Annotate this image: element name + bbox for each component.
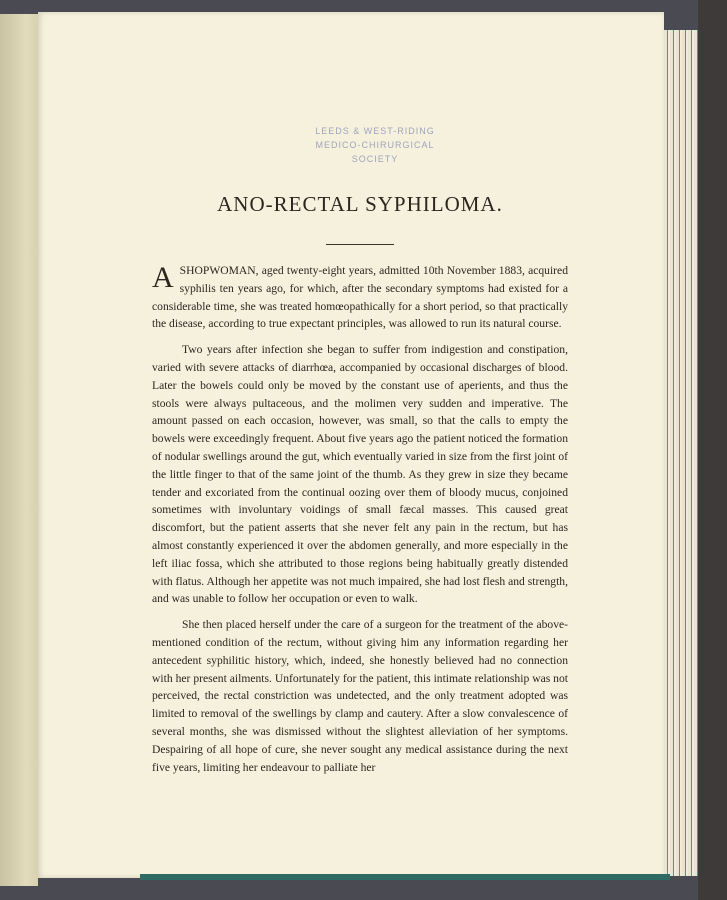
cover-strip xyxy=(140,874,670,880)
title-rule xyxy=(326,244,394,245)
paragraph-3: She then placed herself under the care of a surgeon for the treatment of the above-mentioned condition of the rectum, without giving him any information regarding her antecedent syphilitic history, which, indeed, she honestly believed had no connection with her present ailments. Unfortunately for the patient, this intimate relationship was not perceived, the rectal constriction was undetected, and the only treatment adopted was limited to removal of the swellings by clamp and cautery. After a slow convalescence of several months, she was dismissed without the slightest alleviation of her symptoms. Despairing of all hope of cure, she never sought any medical assistance during the next five years, limiting her endeavour to palliate her xyxy=(152,618,568,774)
paragraph-1 xyxy=(152,262,568,333)
paragraph-text: SHOPWOMAN, aged twenty-eight years, admitted 10th November 1883, acquired syphilis ten years ago, for which, after the secondary symptoms had existed for a considerable time, she was treated homœopathically for a short period, so that practically the disease, according to true expectant principles, was allowed to run its natural course. xyxy=(152,264,568,331)
page-title: ANO-RECTAL SYPHILOMA. xyxy=(217,192,503,216)
stamp-line-2: MEDICO-CHIRURGICAL SOCIETY xyxy=(315,140,435,164)
book-cover xyxy=(698,0,727,900)
body-text xyxy=(152,262,568,784)
paragraph-2: Two years after infection she began to suffer from indigestion and constipation, varied with severe attacks of diarrhœa, accompanied by occasional discharges of blood. Later the bowels could only be moved by the constant use of aperients, and thus the stools were always pultaceous, and the molimen very sudden and imperative. The amount passed on each occasion, however, was small, so that the calls to empty the bowels were exceedingly frequent. About five years ago the patient noticed the formation of nodular swellings around the gut, which eventually varied in size from the first joint of the little finger to that of the same joint of the thumb. As they grew in size they became tender and excoriated from the continual oozing over them of bloody mucus, conjoined sometimes with involuntary voidings of small fæcal masses. This caused great discomfort, but the patient asserts that she never felt any pain in the rectum, but has almost constantly experienced it over the abdomen generally, and more especially in the left iliac fossa, which she attributed to those regions being habitually greatly distended with flatus. Although her appetite was not much impaired, she had lost flesh and strength, and was unable to follow her occupation or even to walk. xyxy=(152,343,568,606)
library-stamp xyxy=(310,124,440,166)
page-edges xyxy=(664,30,698,876)
drop-cap: A xyxy=(152,261,174,294)
stamp-line-1: LEEDS & WEST-RIDING xyxy=(315,126,435,136)
left-page-edge xyxy=(0,14,38,886)
